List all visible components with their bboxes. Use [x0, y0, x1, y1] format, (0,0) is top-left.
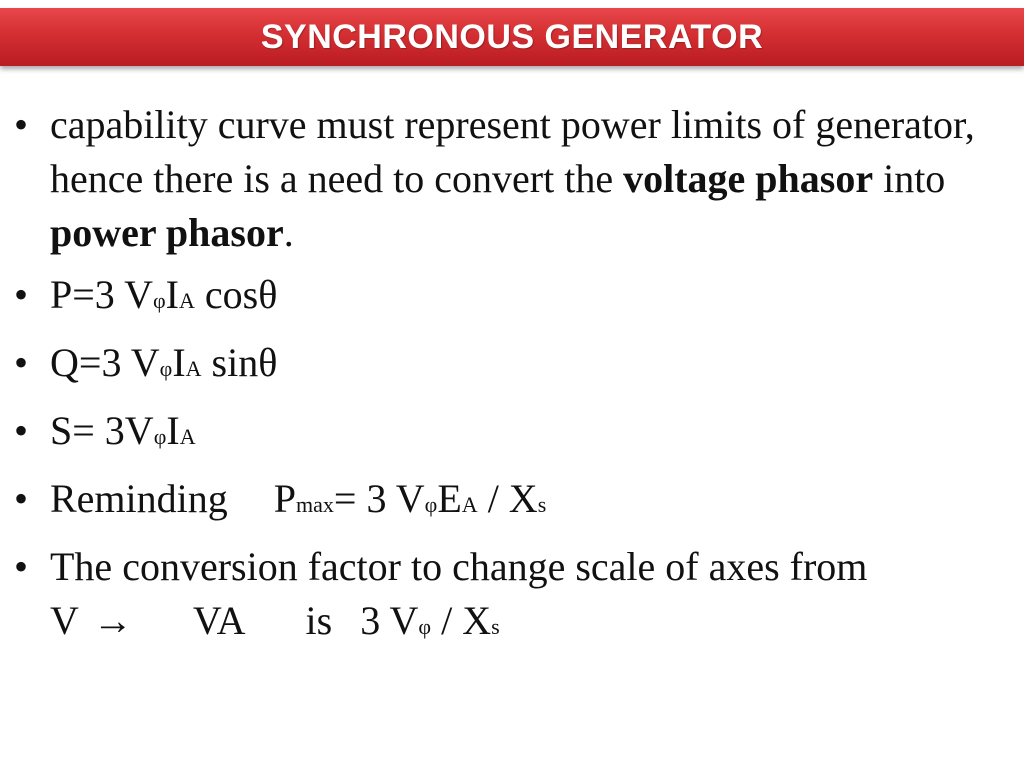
subscript: A [461, 492, 478, 517]
bullet-dot: • [14, 272, 29, 317]
title-bar [0, 8, 1024, 66]
bullet-dot: • [14, 544, 29, 589]
formula-text: cosθ [194, 272, 278, 317]
formula-text: I [165, 272, 179, 317]
bullet-dot: • [14, 408, 29, 453]
subscript: φ [152, 288, 166, 313]
slide-title: SYNCHRONOUS GENERATOR [260, 17, 764, 56]
subscript: max [296, 492, 334, 517]
formula-text: I [172, 340, 186, 385]
formula-text: E [437, 476, 462, 521]
right-arrow-icon: → [92, 598, 133, 643]
bullet-text: . [283, 210, 294, 255]
bullet-text: capability curve must represent power limits of generator, hence there is a need to convert the [50, 102, 975, 201]
bullet-real-power-formula [14, 268, 1004, 328]
bullet-dot: • [14, 102, 29, 147]
subscript: A [179, 288, 195, 313]
formula-text: 3 V [360, 598, 419, 643]
formula-text: / X [431, 598, 492, 643]
formula-text: Q=3 V [50, 340, 160, 385]
bullet-capability-curve [14, 98, 1004, 260]
bullet-dot: • [14, 476, 29, 521]
subscript: φ [153, 424, 167, 449]
bullet-dot: • [14, 340, 29, 385]
subscript: A [185, 356, 202, 381]
formula-text: P [273, 476, 297, 521]
subscript: φ [418, 614, 432, 639]
formula-text: VA [192, 598, 246, 643]
bullet-reactive-power-formula [14, 336, 1004, 396]
formula-text: P=3 V [50, 272, 153, 317]
formula-text: I [166, 408, 180, 453]
subscript: s [491, 614, 500, 639]
bullet-apparent-power-formula [14, 404, 1004, 464]
subscript: φ [159, 356, 173, 381]
bullet-conversion-factor [14, 540, 1004, 654]
subscript: φ [424, 492, 438, 517]
formula-text: = 3 V [333, 476, 425, 521]
bold-term-power-phasor: power phasor [50, 210, 284, 255]
formula-text: is [305, 598, 333, 643]
subscript: A [179, 424, 196, 449]
bullet-text: into [873, 156, 946, 201]
subscript: s [537, 492, 547, 517]
reminder-label: Reminding [50, 476, 228, 521]
bullet-text: The conversion factor to change scale of axes from [50, 544, 868, 589]
formula-text: sinθ [201, 340, 278, 385]
bold-term-voltage-phasor: voltage phasor [623, 156, 874, 201]
bullet-list [14, 98, 1004, 662]
formula-text: / X [477, 476, 538, 521]
formula-text: S= 3V [50, 408, 154, 453]
formula-text: V [50, 598, 79, 643]
bullet-pmax-reminder [14, 472, 1004, 532]
